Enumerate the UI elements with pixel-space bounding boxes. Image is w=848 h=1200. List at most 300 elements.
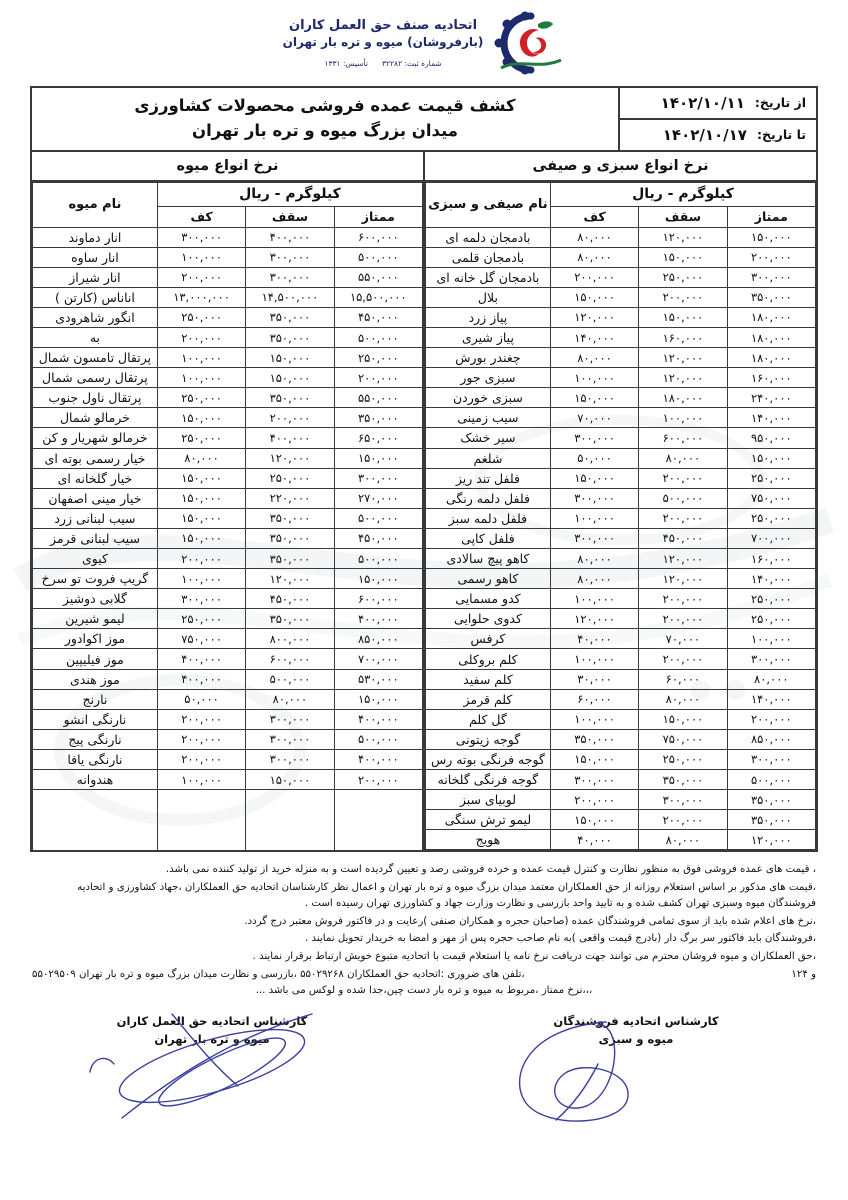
note-item: ،قیمت های مذکور بر اساس استعلام روزانه از حق العملکاران معتمد میدان بزرگ میوه و تره بار تهران و اعمال نظر کارشناسان اتحادیه حق العملکاران ،جهاد کشاورزی و اتحادیه فروشندگان میوه وسبزی تهران کشف شده و به تایید واحد بازرسی و نظارت وزارت جهاد و کشاورزی تهران رسیده است . [77,881,816,910]
fruit-ceiling-header: سقف [246,206,334,227]
note-item: ، قیمت های عمده فروشی فوق به منظور نظارت و کنترل قیمت عمده و خرده فروشی رصد و تعیین گردیده است و به منزله خرید از تولید کننده نمی باشد. [165,864,816,876]
fruit-floor-cell: ۴۰۰,۰۰۰ [157,669,245,689]
vegetable-name-header: نام صیفی و سبزی [426,182,551,227]
vegetable-ceiling-cell: ۵۰۰,۰۰۰ [639,488,727,508]
table-row [426,629,816,649]
fruit-floor-cell: ۲۵۰,۰۰۰ [157,388,245,408]
vegetable-name-cell: گل کلم [426,709,551,729]
table-row [426,488,816,508]
vegetable-ceiling-cell: ۱۸۰,۰۰۰ [639,388,727,408]
table-row [33,307,423,327]
org-founded-year: تأسیس: ۱۳۳۱ [324,59,368,69]
vegetable-floor-cell: ۳۰۰,۰۰۰ [550,770,638,790]
vegetable-floor-cell: ۳۰۰,۰۰۰ [550,528,638,548]
fruit-ceiling-cell: ۳۰۰,۰۰۰ [246,709,334,729]
fruit-floor-cell: ۲۰۰,۰۰۰ [157,267,245,287]
fruit-ceiling-cell: ۶۰۰,۰۰۰ [246,649,334,669]
fruit-name-cell: نارنگی یافا [33,749,158,769]
org-header [0,0,848,86]
table-row [426,428,816,448]
vegetable-ceiling-cell: ۲۰۰,۰۰۰ [639,468,727,488]
vegetable-ceiling-cell: ۴۵۰,۰۰۰ [639,528,727,548]
vegetable-ceiling-cell: ۱۲۰,۰۰۰ [639,549,727,569]
fruit-name-cell: خیار مینی اصفهان [33,488,158,508]
title-row [32,88,816,152]
fruit-floor-cell: ۱۵۰,۰۰۰ [157,528,245,548]
vegetable-name-cell: کاهو رسمی [426,569,551,589]
vegetable-ceiling-cell: ۷۰,۰۰۰ [639,629,727,649]
vegetable-floor-cell: ۱۰۰,۰۰۰ [550,709,638,729]
table-row [426,508,816,528]
table-row [426,227,816,247]
fruit-floor-cell: ۵۰,۰۰۰ [157,689,245,709]
fruit-name-cell: پرتقال تامسون شمال [33,348,158,368]
table-row [426,468,816,488]
fruit-name-cell: انار ساوه [33,247,158,267]
vegetable-floor-cell: ۴۰,۰۰۰ [550,830,638,850]
table-row [426,830,816,850]
fruit-premium-cell: ۶۰۰,۰۰۰ [334,227,422,247]
org-name-line1: اتحادیه صنف حق العمل کاران [288,17,478,33]
fruit-name-cell: خیار گلخانه ای [33,468,158,488]
vegetable-name-cell: سیر خشک [426,428,551,448]
vegetable-premium-cell: ۹۵۰,۰۰۰ [727,428,815,448]
union-logo-icon [491,8,565,78]
fruit-premium-cell: ۶۵۰,۰۰۰ [334,428,422,448]
vegetable-ceiling-cell: ۲۰۰,۰۰۰ [639,287,727,307]
fruit-ceiling-cell: ۳۵۰,۰۰۰ [246,307,334,327]
fruit-premium-cell: ۴۰۰,۰۰۰ [334,609,422,629]
vegetable-premium-cell: ۳۵۰,۰۰۰ [727,810,815,830]
vegetable-price-table [425,182,816,851]
vegetable-ceiling-cell: ۳۵۰,۰۰۰ [639,770,727,790]
vegetable-floor-cell: ۱۰۰,۰۰۰ [550,649,638,669]
vegetable-premium-cell: ۲۵۰,۰۰۰ [727,589,815,609]
phone-note [32,967,816,984]
fruit-premium-cell: ۷۰۰,۰۰۰ [334,649,422,669]
fruit-ceiling-cell: ۳۵۰,۰۰۰ [246,609,334,629]
phone-note-extra: و ۱۲۴ [791,968,816,980]
vegetable-premium-cell: ۸۰,۰۰۰ [727,669,815,689]
fruit-premium-cell: ۵۵۰,۰۰۰ [334,388,422,408]
vegetable-floor-cell: ۱۰۰,۰۰۰ [550,508,638,528]
fruit-premium-cell: ۸۵۰,۰۰۰ [334,629,422,649]
vegetable-premium-cell: ۵۰۰,۰۰۰ [727,770,815,790]
table-row [33,348,423,368]
table-row [33,629,423,649]
table-row [33,408,423,428]
page-title-line1: کشف قیمت عمده فروشی محصولات کشاورزی [134,96,516,115]
vegetable-floor-cell: ۱۵۰,۰۰۰ [550,468,638,488]
table-row [426,790,816,810]
table-row [426,709,816,729]
table-row [33,689,423,709]
fruit-ceiling-cell: ۳۵۰,۰۰۰ [246,508,334,528]
fruit-floor-cell: ۱۰۰,۰۰۰ [157,368,245,388]
vegetable-premium-cell: ۲۵۰,۰۰۰ [727,468,815,488]
price-table-frame [30,86,818,852]
vegetable-name-cell: گوجه فرنگی بوته رس [426,749,551,769]
table-row [426,589,816,609]
fruit-premium-cell: ۳۰۰,۰۰۰ [334,468,422,488]
vegetable-name-cell: سیب زمینی [426,408,551,428]
vegetable-ceiling-cell: ۱۲۰,۰۰۰ [639,368,727,388]
vegetable-premium-cell: ۸۵۰,۰۰۰ [727,729,815,749]
fruit-ceiling-cell: ۱۴,۵۰۰,۰۰۰ [246,287,334,307]
vegetable-floor-cell: ۳۰,۰۰۰ [550,669,638,689]
fruit-floor-cell: ۱۰۰,۰۰۰ [157,348,245,368]
fruit-ceiling-cell: ۴۰۰,۰۰۰ [246,227,334,247]
vegetable-floor-cell: ۸۰,۰۰۰ [550,227,638,247]
table-row [33,368,423,388]
vegetable-floor-cell: ۳۰۰,۰۰۰ [550,488,638,508]
table-row-empty [33,810,423,830]
table-row [426,307,816,327]
vegetable-name-cell: فلفل کاپی [426,528,551,548]
vegetable-premium-cell: ۳۵۰,۰۰۰ [727,287,815,307]
fruit-name-cell: نارنج [33,689,158,709]
vegetable-floor-cell: ۵۰,۰۰۰ [550,448,638,468]
table-row [33,388,423,408]
fruit-floor-cell: ۳۰۰,۰۰۰ [157,227,245,247]
note-item: ،حق العملکاران و میوه فروشان محترم می توانند جهت دریافت نرخ نامه یا استعلام قیمت با اتحادیه متبوع خویش ارتباط برقرار نمایند . [252,950,816,962]
table-row [426,247,816,267]
vegetable-name-cell: هویج [426,830,551,850]
table-row [426,327,816,347]
vegetable-floor-cell: ۱۰۰,۰۰۰ [550,368,638,388]
vegetable-floor-cell: ۴۰,۰۰۰ [550,629,638,649]
fruit-price-table [32,182,423,850]
date-to-value: ۱۴۰۲/۱۰/۱۷ [662,125,747,144]
table-row [426,448,816,468]
vegetable-name-cell: کدو مسمایی [426,589,551,609]
fruit-floor-cell: ۸۰,۰۰۰ [157,448,245,468]
fruit-floor-cell: ۱۰۰,۰۰۰ [157,770,245,790]
vegetable-premium-cell: ۱۸۰,۰۰۰ [727,327,815,347]
fruit-premium-cell: ۶۰۰,۰۰۰ [334,589,422,609]
table-row [426,569,816,589]
vegetable-ceiling-cell: ۲۰۰,۰۰۰ [639,609,727,629]
signature-title-line2: میوه و تره بار تهران [154,1031,270,1046]
fruit-table-head-unit [33,182,423,206]
org-name-line2: (بارفروشان) میوه و تره بار تهران [282,35,484,50]
table-row [33,709,423,729]
table-row [426,287,816,307]
vegetable-ceiling-cell: ۶۰۰,۰۰۰ [639,428,727,448]
vegetable-floor-cell: ۷۰,۰۰۰ [550,408,638,428]
fruit-premium-header: ممتاز [334,206,422,227]
fruit-ceiling-cell: ۱۲۰,۰۰۰ [246,569,334,589]
vegetable-ceiling-header: سقف [639,206,727,227]
vegetable-premium-cell: ۲۵۰,۰۰۰ [727,508,815,528]
vegetable-premium-cell: ۳۰۰,۰۰۰ [727,267,815,287]
fruit-premium-cell: ۵۰۰,۰۰۰ [334,729,422,749]
fruit-floor-cell: ۴۰۰,۰۰۰ [157,649,245,669]
vegetable-premium-cell: ۷۵۰,۰۰۰ [727,488,815,508]
table-row [426,749,816,769]
vegetable-floor-cell: ۱۲۰,۰۰۰ [550,307,638,327]
fruit-name-cell: هندوانه [33,770,158,790]
fruit-floor-cell: ۱۵۰,۰۰۰ [157,408,245,428]
vegetable-name-cell: کلم قرمز [426,689,551,709]
vegetable-name-cell: چغندر بورش [426,348,551,368]
phone-note-main: ،تلفن های ضروری :اتحادیه حق العملکاران ۵۵۰۲۹۲۶۸ ،بازرسی و نظارت میدان بزرگ میوه و تره بار تهران ۵۵۰۲۹۵۰۹ [32,968,525,980]
vegetable-premium-cell: ۱۴۰,۰۰۰ [727,689,815,709]
fruit-name-cell: نارنگی انشو [33,709,158,729]
vegetable-name-cell: شلغم [426,448,551,468]
vegetable-unit-header: کیلوگرم - ریال [550,182,815,206]
vegetable-name-cell: گوجه فرنگی گلخانه [426,770,551,790]
fruit-premium-cell: ۴۵۰,۰۰۰ [334,307,422,327]
vegetable-name-cell: بلال [426,287,551,307]
vegetable-ceiling-cell: ۱۵۰,۰۰۰ [639,709,727,729]
table-row [33,508,423,528]
vegetable-ceiling-cell: ۸۰,۰۰۰ [639,448,727,468]
fruit-premium-cell: ۴۰۰,۰۰۰ [334,749,422,769]
vegetable-floor-cell: ۲۰۰,۰۰۰ [550,267,638,287]
vegetable-name-cell: کدوی حلوایی [426,609,551,629]
vegetable-floor-cell: ۳۵۰,۰۰۰ [550,729,638,749]
vegetable-floor-cell: ۱۵۰,۰۰۰ [550,749,638,769]
table-row [426,348,816,368]
vegetable-floor-cell: ۶۰,۰۰۰ [550,689,638,709]
vegetable-ceiling-cell: ۲۰۰,۰۰۰ [639,649,727,669]
fruit-premium-cell: ۴۰۰,۰۰۰ [334,709,422,729]
vegetable-floor-cell: ۱۵۰,۰۰۰ [550,388,638,408]
table-row [33,428,423,448]
fruit-name-cell: گلابی دوشیز [33,589,158,609]
note-item: ،نرخ های اعلام شده باید از سوی تمامی فروشندگان عمده (صاحبان حجره و همکاران صنفی )رعایت و در فاکتور فروش معتبر درج گردد. [244,915,816,927]
vegetable-premium-cell: ۳۰۰,۰۰۰ [727,649,815,669]
fruit-premium-cell: ۴۵۰,۰۰۰ [334,528,422,548]
vegetable-name-cell: بادمجان دلمه ای [426,227,551,247]
vegetable-ceiling-cell: ۷۵۰,۰۰۰ [639,729,727,749]
table-row [426,549,816,569]
vegetable-name-cell: پیاز شیری [426,327,551,347]
fruit-name-cell: نارنگی پیج [33,729,158,749]
vegetable-premium-cell: ۱۸۰,۰۰۰ [727,307,815,327]
table-row [33,227,423,247]
vegetable-name-cell: کرفس [426,629,551,649]
vegetable-premium-cell: ۱۵۰,۰۰۰ [727,448,815,468]
fruit-table-wrap [32,182,423,850]
table-row [33,729,423,749]
fruit-name-cell: موز فیلیپین [33,649,158,669]
fruit-floor-header: کف [157,206,245,227]
table-row-empty [33,830,423,850]
table-row-empty [33,790,423,810]
fruit-name-cell: کیوی [33,549,158,569]
vegetable-name-cell: کلم سفید [426,669,551,689]
fruit-ceiling-cell: ۲۲۰,۰۰۰ [246,488,334,508]
vegetable-ceiling-cell: ۸۰,۰۰۰ [639,830,727,850]
table-row [33,528,423,548]
fruit-name-cell: پرتقال رسمی شمال [33,368,158,388]
fruit-ceiling-cell: ۳۰۰,۰۰۰ [246,729,334,749]
date-to-label: تا تاریخ: [756,127,806,143]
date-from-row [620,88,816,118]
fruit-ceiling-cell: ۲۵۰,۰۰۰ [246,468,334,488]
table-row [426,267,816,287]
vegetable-premium-cell: ۱۶۰,۰۰۰ [727,368,815,388]
fruit-name-cell: خیار رسمی بوته ای [33,448,158,468]
page-title-line2: میدان بزرگ میوه و تره بار تهران [192,120,459,140]
fruit-ceiling-cell: ۴۰۰,۰۰۰ [246,428,334,448]
vegetable-premium-cell: ۷۰۰,۰۰۰ [727,528,815,548]
vegetable-table-head-unit [426,182,816,206]
fruit-name-cell: سیب لبنانی قرمز [33,528,158,548]
fruit-unit-header: کیلوگرم - ریال [157,182,422,206]
fruit-ceiling-cell: ۳۰۰,۰۰۰ [246,247,334,267]
fruit-floor-cell: ۱۳,۰۰۰,۰۰۰ [157,287,245,307]
vegetable-name-cell: گوجه زیتونی [426,729,551,749]
fruit-floor-cell: ۱۵۰,۰۰۰ [157,508,245,528]
table-row [426,689,816,709]
fruit-ceiling-cell: ۳۰۰,۰۰۰ [246,749,334,769]
vegetable-ceiling-cell: ۱۲۰,۰۰۰ [639,569,727,589]
vegetable-floor-cell: ۱۵۰,۰۰۰ [550,810,638,830]
fruit-premium-cell: ۲۷۰,۰۰۰ [334,488,422,508]
vegetable-premium-cell: ۱۸۰,۰۰۰ [727,348,815,368]
fruit-ceiling-cell: ۱۵۰,۰۰۰ [246,348,334,368]
fruit-name-cell: انار شیراز [33,267,158,287]
signature-title-line2: میوه و سبزی [598,1031,674,1046]
signature-commission-agents-union [62,1014,362,1134]
fruit-floor-cell: ۷۵۰,۰۰۰ [157,629,245,649]
signature-title-line1: کارشناس اتحادیه فروشندگان [553,1013,719,1028]
table-row [426,669,816,689]
fruit-name-cell: خرمالو شهریار و کن [33,428,158,448]
fruit-premium-cell: ۱۵۰,۰۰۰ [334,448,422,468]
vegetable-ceiling-cell: ۲۵۰,۰۰۰ [639,749,727,769]
vegetable-ceiling-cell: ۱۲۰,۰۰۰ [639,348,727,368]
fruit-name-cell: لیمو شیرین [33,609,158,629]
fruit-ceiling-cell: ۳۵۰,۰۰۰ [246,388,334,408]
vegetable-premium-cell: ۱۵۰,۰۰۰ [727,227,815,247]
vegetable-name-cell: سبزی جور [426,368,551,388]
vegetable-premium-cell: ۳۵۰,۰۰۰ [727,790,815,810]
vegetable-floor-cell: ۲۰۰,۰۰۰ [550,790,638,810]
fruit-premium-cell: ۵۰۰,۰۰۰ [334,247,422,267]
fruit-ceiling-cell: ۳۵۰,۰۰۰ [246,549,334,569]
vegetable-floor-cell: ۸۰,۰۰۰ [550,569,638,589]
table-row [33,448,423,468]
fruit-name-cell: انار دماوند [33,227,158,247]
fruit-premium-cell: ۱۵۰,۰۰۰ [334,689,422,709]
table-row [426,408,816,428]
vegetable-name-cell: فلفل تند ریز [426,468,551,488]
fruit-ceiling-cell: ۵۰۰,۰۰۰ [246,669,334,689]
vegetable-ceiling-cell: ۱۵۰,۰۰۰ [639,247,727,267]
table-row [33,549,423,569]
signature-title-line1: کارشناس اتحادیه حق العمل کاران [116,1013,308,1028]
vegetable-premium-cell: ۱۴۰,۰۰۰ [727,408,815,428]
table-row [426,388,816,408]
vegetable-ceiling-cell: ۲۰۰,۰۰۰ [639,589,727,609]
fruit-premium-cell: ۲۰۰,۰۰۰ [334,770,422,790]
table-row [33,287,423,307]
fruit-premium-cell: ۵۰۰,۰۰۰ [334,327,422,347]
vegetable-premium-cell: ۲۴۰,۰۰۰ [727,388,815,408]
vegetable-floor-cell: ۸۰,۰۰۰ [550,348,638,368]
page-title [32,88,618,150]
note-item: ،فروشندگان باید فاکتور سر برگ دار (بادرج قیمت واقعی )به نام صاحب حجره پس از مهر و امضا به خریدار تحویل نمایند . [305,933,816,945]
vegetable-floor-cell: ۸۰,۰۰۰ [550,247,638,267]
fruit-floor-cell: ۱۵۰,۰۰۰ [157,488,245,508]
vegetable-premium-cell: ۱۰۰,۰۰۰ [727,629,815,649]
fruit-ceiling-cell: ۸۰,۰۰۰ [246,689,334,709]
vegetable-premium-cell: ۲۵۰,۰۰۰ [727,609,815,629]
fruit-name-cell: موز هندی [33,669,158,689]
fruit-ceiling-cell: ۸۰۰,۰۰۰ [246,629,334,649]
fruit-ceiling-cell: ۱۵۰,۰۰۰ [246,368,334,388]
table-row [33,247,423,267]
vegetable-floor-cell: ۱۰۰,۰۰۰ [550,589,638,609]
vegetable-ceiling-cell: ۲۵۰,۰۰۰ [639,267,727,287]
section-header-fruit: نرخ انواع میوه [176,157,279,174]
date-to-row [620,118,816,150]
table-row [426,368,816,388]
fruit-ceiling-cell: ۳۵۰,۰۰۰ [246,528,334,548]
fruit-floor-cell: ۳۰۰,۰۰۰ [157,589,245,609]
vegetable-floor-header: کف [550,206,638,227]
fruit-floor-cell: ۱۰۰,۰۰۰ [157,247,245,267]
fruit-name-cell: اناناس (کارتن ) [33,287,158,307]
section-header-row [32,152,816,182]
fruit-premium-cell: ۵۳۰,۰۰۰ [334,669,422,689]
vegetable-ceiling-cell: ۸۰,۰۰۰ [639,689,727,709]
vegetable-name-cell: کاهو پیچ سالادی [426,549,551,569]
fruit-premium-cell: ۵۵۰,۰۰۰ [334,267,422,287]
fruit-floor-cell: ۲۵۰,۰۰۰ [157,428,245,448]
fruit-ceiling-cell: ۱۲۰,۰۰۰ [246,448,334,468]
fruit-name-cell: به [33,327,158,347]
date-from-value: ۱۴۰۲/۱۰/۱۱ [660,93,745,112]
notes-block [32,862,816,999]
vegetable-floor-cell: ۱۵۰,۰۰۰ [550,287,638,307]
price-tables [32,182,816,851]
table-row [33,327,423,347]
date-from-label: از تاریخ: [754,95,806,111]
fruit-floor-cell: ۱۵۰,۰۰۰ [157,468,245,488]
vegetable-premium-cell: ۲۰۰,۰۰۰ [727,247,815,267]
fruit-name-cell: سیب لبنانی زرد [33,508,158,528]
fruit-name-cell: گریپ فروت تو سرخ [33,569,158,589]
date-range-block [618,88,816,150]
vegetable-name-cell: کلم بروکلی [426,649,551,669]
table-row [33,609,423,629]
vegetable-ceiling-cell: ۱۰۰,۰۰۰ [639,408,727,428]
vegetable-name-cell: فلفل دلمه رنگی [426,488,551,508]
fruit-floor-cell: ۲۰۰,۰۰۰ [157,749,245,769]
fruit-premium-cell: ۲۰۰,۰۰۰ [334,368,422,388]
vegetable-name-cell: پیاز زرد [426,307,551,327]
table-row [33,749,423,769]
fruit-ceiling-cell: ۴۵۰,۰۰۰ [246,589,334,609]
fruit-floor-cell: ۲۵۰,۰۰۰ [157,609,245,629]
vegetable-premium-cell: ۱۶۰,۰۰۰ [727,549,815,569]
fruit-premium-cell: ۱۵,۵۰۰,۰۰۰ [334,287,422,307]
vegetable-name-cell: بادمجان گل خانه ای [426,267,551,287]
signature-block [0,1014,848,1134]
vegetable-name-cell: لیمو ترش سنگی [426,810,551,830]
table-row [33,488,423,508]
table-row [33,569,423,589]
section-header-vegetable: نرخ انواع سبزی و صیفی [423,152,816,180]
fruit-name-cell: انگور شاهرودی [33,307,158,327]
table-row [426,729,816,749]
table-row [426,649,816,669]
